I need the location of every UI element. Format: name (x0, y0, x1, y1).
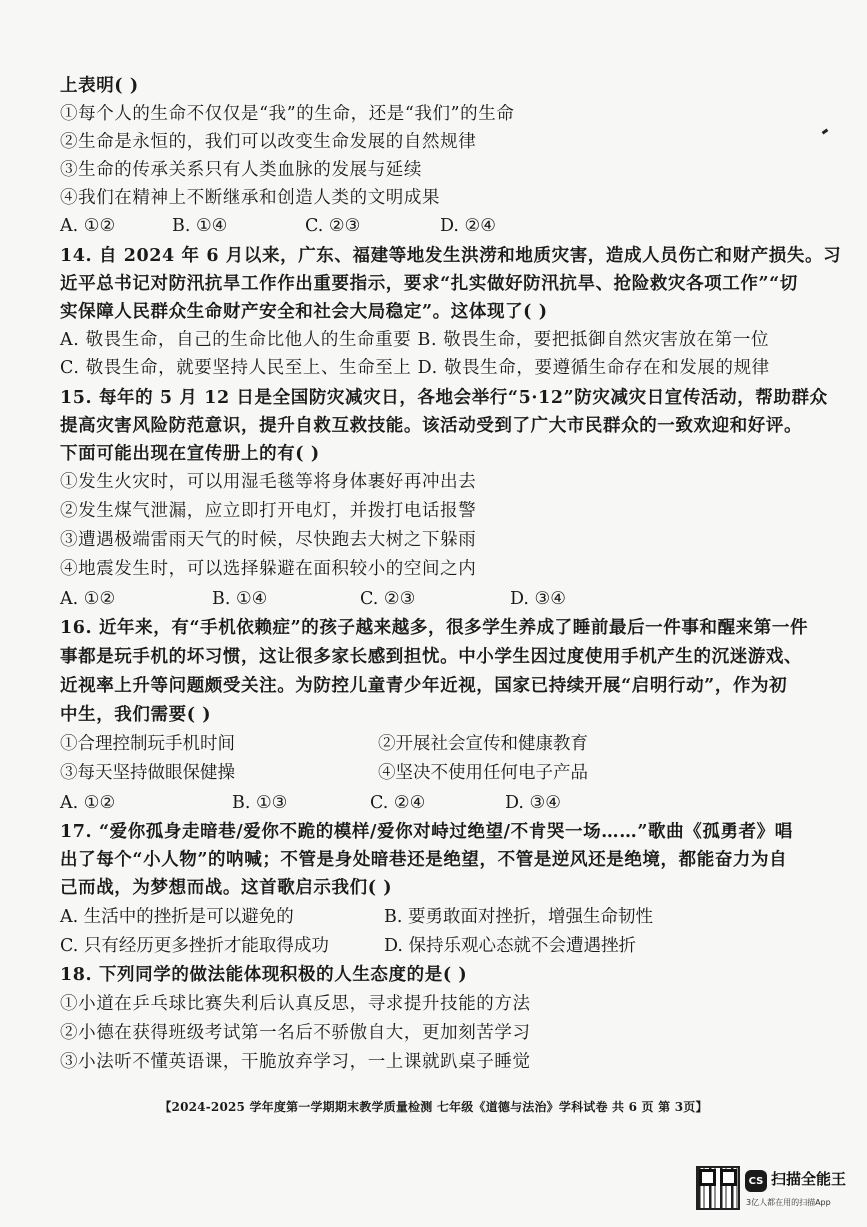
q15-item-1: ①发生火灾时，可以用湿毛毯等将身体裹好再冲出去 (60, 472, 477, 492)
q17-stem-2: 出了每个“小人物”的呐喊；不管是身处暗巷还是绝望，不管是逆风还是绝境，都能奋力为自 (60, 850, 788, 870)
q13-option-a: A. ①② (60, 216, 116, 236)
q18-item-3: ③小法听不懂英语课，干脆放弃学习，一上课就趴桌子睡觉 (60, 1052, 531, 1072)
q16-item-3: ③每天坚持做眼保健操 (60, 763, 235, 783)
q15-item-2: ②发生煤气泄漏，应立即打开电灯，并拨打电话报警 (60, 501, 477, 521)
q16-option-c: C. ②④ (370, 793, 426, 813)
q16-item-4: ④坚决不使用任何电子产品 (378, 763, 588, 783)
q13-item-2: ②生命是永恒的，我们可以改变生命发展的自然规律 (60, 132, 477, 152)
q16-item-1: ①合理控制玩手机时间 (60, 734, 235, 754)
q15-option-d: D. ③④ (510, 589, 566, 609)
q13-option-c: C. ②③ (305, 216, 361, 236)
q13-item-3: ③生命的传承关系只有人类血脉的发展与延续 (60, 160, 422, 180)
q14-options-cd: C. 敬畏生命，就要坚持人民至上、生命至上 D. 敬畏生命，要遵循生命存在和发展的规律 (60, 358, 770, 378)
q13-stem-end: 上表明( ) (60, 76, 139, 96)
q17-option-a: A. 生活中的挫折是可以避免的 (60, 907, 294, 927)
q13-option-b: B. ①④ (172, 216, 228, 236)
qr-code (696, 1166, 740, 1210)
q16-stem-3: 近视率上升等问题颇受关注。为防控儿童青少年近视，国家已持续开展“启明行动”，作为初 (60, 676, 788, 696)
q13-item-4: ④我们在精神上不断继承和创造人类的文明成果 (60, 188, 441, 208)
q18-item-1: ①小道在乒乓球比赛失利后认真反思，寻求提升技能的方法 (60, 994, 531, 1014)
q14-stem-3: 实保障人民群众生命财产安全和社会大局稳定”。这体现了( ) (60, 302, 548, 322)
q14-stem-2: 近平总书记对防汛抗旱工作作出重要指示，要求“扎实做好防汛抗旱、抢险救灾各项工作”“切 (60, 274, 798, 294)
q16-stem-4: 中生，我们需要( ) (60, 705, 212, 725)
q16-stem-2: 事都是玩手机的坏习惯，这让很多家长感到担忧。中小学生因过度使用手机产生的沉迷游戏、 (60, 647, 803, 667)
q17-option-d: D. 保持乐观心态就不会遭遇挫折 (384, 936, 637, 956)
camscanner-logo: CS (745, 1170, 767, 1192)
q17-stem-3: 己而战，为梦想而战。这首歌启示我们( ) (60, 878, 393, 898)
q16-item-2: ②开展社会宣传和健康教育 (378, 734, 588, 754)
page-footer: 【2024-2025 学年度第一学期期末教学质量检测 七年级《道德与法治》学科试卷 共 6 页 第 3页】 (159, 1100, 708, 1114)
camscanner-name: 扫描全能王 (771, 1170, 847, 1188)
q13-item-1: ①每个人的生命不仅仅是“我”的生命，还是“我们”的生命 (60, 104, 515, 124)
q18-item-2: ②小德在获得班级考试第一名后不骄傲自大，更加刻苦学习 (60, 1023, 531, 1043)
q17-stem-1: 17. “爱你孤身走暗巷/爱你不跪的模样/爱你对峙过绝望/不肯哭一场……”歌曲《孤勇者》唱 (60, 822, 793, 842)
q15-option-a: A. ①② (60, 589, 116, 609)
q18-stem: 18. 下列同学的做法能体现积极的人生态度的是( ) (60, 965, 468, 985)
q15-item-3: ③遭遇极端雷雨天气的时候，尽快跑去大树之下躲雨 (60, 530, 477, 550)
q14-stem-1: 14. 自 2024 年 6 月以来，广东、福建等地发生洪涝和地质灾害，造成人员伤亡和财产损失。习 (60, 246, 842, 266)
q16-option-a: A. ①② (60, 793, 116, 813)
camscanner-tagline: 3亿人都在用的扫描App (746, 1198, 831, 1207)
q16-option-d: D. ③④ (505, 793, 561, 813)
q16-stem-1: 16. 近年来，有“手机依赖症”的孩子越来越多，很多学生养成了睡前最后一件事和醒来第一件 (60, 618, 809, 638)
q16-option-b: B. ①③ (232, 793, 288, 813)
q15-option-b: B. ①④ (212, 589, 268, 609)
q15-option-c: C. ②③ (360, 589, 416, 609)
q13-option-d: D. ②④ (440, 216, 496, 236)
q14-options-ab: A. 敬畏生命，自己的生命比他人的生命重要 B. 敬畏生命，要把抵御自然灾害放在第一位 (60, 330, 770, 350)
q17-option-c: C. 只有经历更多挫折才能取得成功 (60, 936, 329, 956)
q15-stem-3: 下面可能出现在宣传册上的有( ) (60, 444, 320, 464)
q15-stem-1: 15. 每年的 5 月 12 日是全国防灾减灾日，各地会举行“5·12”防灾减灾日宣传活动，帮助群众 (60, 388, 828, 408)
q17-option-b: B. 要勇敢面对挫折，增强生命韧性 (384, 907, 653, 927)
q15-item-4: ④地震发生时，可以选择躲避在面积较小的空间之内 (60, 559, 477, 579)
q15-stem-2: 提高灾害风险防范意识，提升自救互救技能。该活动受到了广大市民群众的一致欢迎和好评。 (60, 416, 803, 436)
